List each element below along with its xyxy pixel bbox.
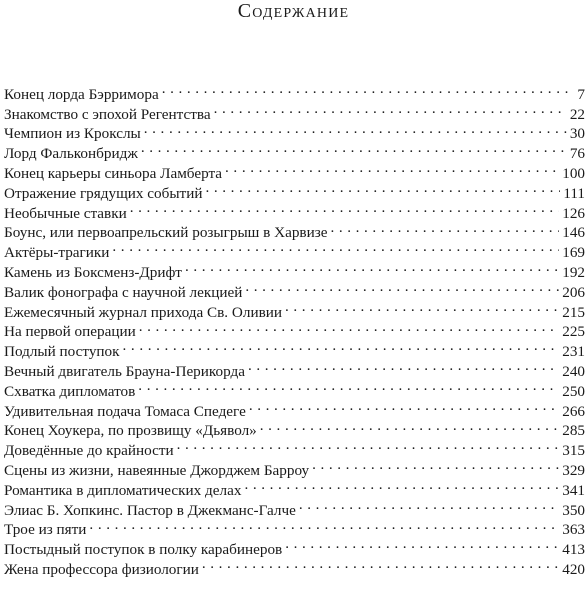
toc-entry-page-number: 285 — [559, 421, 585, 441]
toc-entry-page-number: 413 — [559, 540, 585, 560]
dot-leader — [185, 257, 559, 277]
dot-leader — [139, 317, 559, 337]
page-title: Содержание — [237, 0, 350, 22]
toc-entry-page-number: 126 — [559, 204, 585, 224]
toc-entry-page-number: 240 — [559, 362, 585, 382]
toc-entry-title: Конец карьеры синьора Ламберта — [4, 164, 225, 184]
dot-leader — [202, 554, 559, 574]
dot-leader — [285, 297, 559, 317]
toc-entry-title: Лорд Фальконбридж — [4, 144, 141, 164]
dot-leader — [299, 495, 559, 515]
toc-entry-page-number: 315 — [559, 441, 585, 461]
toc-entry-title: На первой операции — [4, 322, 139, 342]
toc-entry-page-number: 169 — [559, 243, 585, 263]
dot-leader — [312, 455, 559, 475]
dot-leader — [245, 277, 559, 297]
toc-entry-title: Конец лорда Бэрримора — [4, 85, 162, 105]
toc-entry-page-number: 192 — [559, 263, 585, 283]
toc-entry-title: Знакомство с эпохой Регентства — [4, 105, 214, 125]
toc-entry-page-number: 111 — [560, 184, 585, 204]
toc-entry-title: Романтика в дипломатических делах — [4, 481, 244, 501]
table-of-contents — [4, 79, 585, 578]
toc-entry-title: Конец Хоукера, по прозвищу «Дьявол» — [4, 421, 260, 441]
dot-leader — [248, 356, 559, 376]
toc-entry-title: Схватка дипломатов — [4, 382, 138, 402]
toc-entry-title: Удивительная подача Томаса Спедеге — [4, 402, 249, 422]
toc-entry-title: Отражение грядущих событий — [4, 184, 205, 204]
toc-entry-page-number: 363 — [559, 520, 585, 540]
dot-leader — [225, 158, 559, 178]
toc-entry-page-number: 30 — [567, 124, 585, 144]
toc-entry-page-number: 420 — [559, 560, 585, 580]
toc-entry-title: Сцены из жизни, навеянные Джорджем Барроу — [4, 461, 312, 481]
dot-leader — [249, 396, 559, 416]
toc-entry-title: Боунс, или первоапрельский розыгрыш в Харвизе — [4, 223, 330, 243]
toc-entry-page-number: 225 — [559, 322, 585, 342]
toc-entry-page-number: 231 — [559, 342, 585, 362]
dot-leader — [130, 198, 559, 218]
dot-leader — [244, 475, 559, 495]
toc-entry-title: Подлый поступок — [4, 342, 123, 362]
toc-entry — [4, 534, 585, 559]
toc-entry-page-number: 100 — [559, 164, 585, 184]
toc-entry-page-number: 7 — [574, 85, 585, 105]
toc-entry-title: Актёры-трагики — [4, 243, 112, 263]
toc-entry-title: Элиас Б. Хопкинс. Пастор в Джекманс‑Галче — [4, 501, 299, 521]
toc-entry-title: Валик фонографа с научной лекцией — [4, 283, 245, 303]
toc-entry-page-number: 22 — [567, 105, 585, 125]
toc-entry-page-number: 206 — [559, 283, 585, 303]
toc-entry-title: Вечный двигатель Брауна‑Перикорда — [4, 362, 248, 382]
toc-entry-title: Доведённые до крайности — [4, 441, 177, 461]
dot-leader — [285, 534, 559, 554]
dot-leader — [177, 435, 560, 455]
toc-entry-page-number: 266 — [559, 402, 585, 422]
toc-entry-page-number: 215 — [559, 303, 585, 323]
dot-leader — [205, 178, 560, 198]
dot-leader — [89, 515, 559, 535]
dot-leader — [214, 99, 567, 119]
toc-entry-page-number: 329 — [559, 461, 585, 481]
toc-entry-title: Камень из Боксменз‑Дрифт — [4, 263, 185, 283]
toc-entry — [4, 79, 585, 103]
toc-entry-title: Трое из пяти — [4, 520, 89, 540]
toc-entry-page-number: 76 — [567, 144, 585, 164]
toc-entry-title: Ежемесячный журнал прихода Св. Оливии — [4, 303, 285, 323]
dot-leader — [123, 336, 560, 356]
dot-leader — [141, 138, 567, 158]
toc-entry-title: Чемпион из Крокслы — [4, 124, 144, 144]
dot-leader — [162, 79, 575, 99]
toc-entry-page-number: 350 — [559, 501, 585, 521]
toc-entry — [4, 515, 585, 539]
dot-leader — [330, 218, 559, 238]
toc-entry-page-number: 250 — [559, 382, 585, 402]
toc-entry-page-number: 146 — [559, 223, 585, 243]
toc-entry-page-number: 341 — [559, 481, 585, 501]
toc-entry-title: Постыдный поступок в полку карабинеров — [4, 540, 285, 560]
dot-leader — [144, 119, 567, 139]
dot-leader — [112, 237, 559, 257]
dot-leader — [138, 376, 559, 396]
toc-entry-title: Необычные ставки — [4, 204, 130, 224]
dot-leader — [260, 416, 559, 436]
toc-entry-title: Жена профессора физиологии — [4, 560, 202, 580]
